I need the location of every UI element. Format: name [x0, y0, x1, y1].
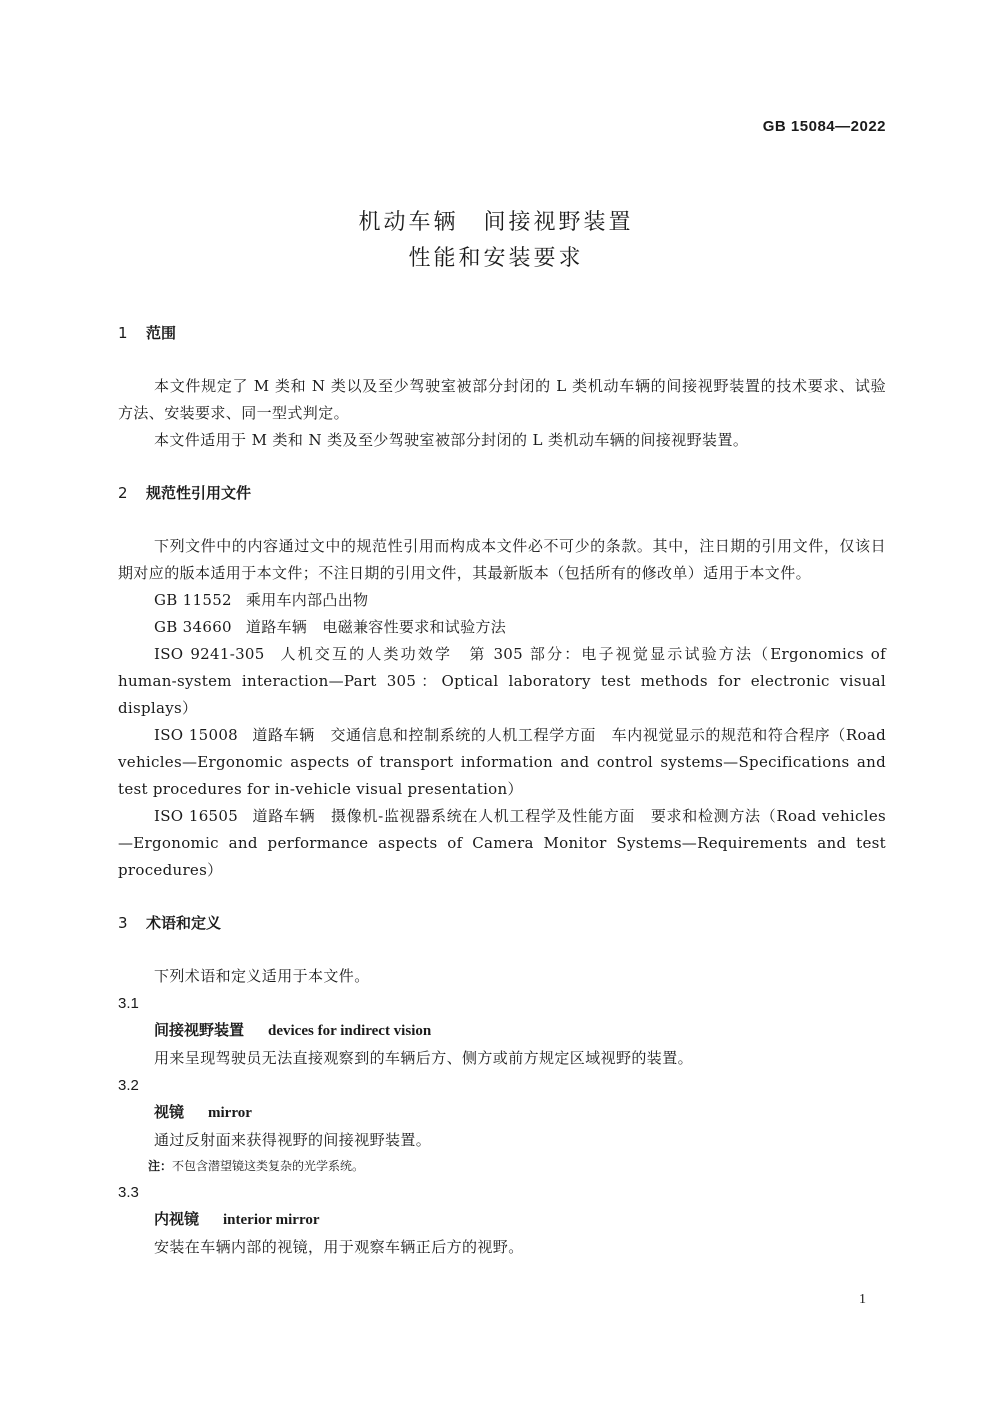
page-number: 1 [859, 1292, 866, 1307]
term-zh: 间接视野装置 [154, 1021, 245, 1039]
reference-text: 人机交互的人类功效学 第 305 部分：电子视觉显示试验方法（Ergonomics of human-system interaction—Part 305：Optical laboratory test methods for electronic visual displays） [118, 645, 886, 717]
reference-code: ISO 15008 [154, 726, 239, 744]
reference-code: ISO 16505 [154, 807, 239, 825]
paragraph: 本文件规定了 M 类和 N 类以及至少驾驶室被部分封闭的 L 类机动车辆的间接视野装置的技术要求、试验方法、安装要求、同一型式判定。 [118, 377, 886, 422]
section-heading-terms-definitions [118, 910, 886, 936]
section-title: 规范性引用文件 [146, 484, 252, 502]
term-title [118, 1206, 886, 1234]
paragraph: 本文件适用于 M 类和 N 类及至少驾驶室被部分封闭的 L 类机动车辆的间接视野装置。 [154, 431, 749, 449]
term-number: 3.1 [118, 995, 139, 1012]
section-title: 范围 [146, 324, 177, 342]
term-note [118, 1154, 886, 1179]
term-en: mirror [208, 1105, 252, 1121]
document-title-line2: 性能和安装要求 [408, 246, 584, 271]
reference-text: 道路车辆 交通信息和控制系统的人机工程学方面 车内视觉显示的规范和符合程序（Road vehicles—Ergonomic aspects of transport information and control systems—Specifications and test procedures for in-vehicle visual presentation） [118, 726, 886, 798]
term-definition: 安装在车辆内部的视镜，用于观察车辆正后方的视野。 [154, 1238, 524, 1256]
section-number: 2 [118, 484, 128, 502]
term-zh: 视镜 [154, 1103, 185, 1121]
paragraph: 下列文件中的内容通过文中的规范性引用而构成本文件必不可少的条款。其中，注日期的引用文件，仅该日期对应的版本适用于本文件；不注日期的引用文件，其最新版本（包括所有的修改单）适用于本文件。 [118, 537, 886, 582]
term-en: devices for indirect vision [268, 1023, 432, 1039]
document-title-line1: 机动车辆 间接视野装置 [358, 210, 634, 235]
section-number: 3 [118, 914, 128, 932]
section-title: 术语和定义 [146, 914, 222, 932]
reference-code: GB 34660 [154, 618, 232, 636]
reference-text: 乘用车内部凸出物 [245, 591, 369, 609]
reference-code: ISO 9241-305 [154, 645, 265, 663]
term-en: interior mirror [223, 1212, 320, 1228]
reference-item [118, 587, 886, 614]
standard-id: GB 15084—2022 [762, 118, 886, 135]
paragraph: 下列术语和定义适用于本文件。 [154, 967, 370, 985]
reference-code: GB 11552 [154, 591, 232, 609]
section-number: 1 [118, 324, 128, 342]
note-text: 不包含潜望镜这类复杂的光学系统。 [172, 1159, 365, 1173]
term-definition: 用来呈现驾驶员无法直接观察到的车辆后方、侧方或前方规定区域视野的装置。 [154, 1049, 694, 1067]
document-body [118, 320, 886, 1261]
reference-text: 道路车辆 电磁兼容性要求和试验方法 [245, 618, 506, 636]
section-heading-scope [118, 320, 886, 346]
reference-item [118, 641, 886, 722]
term-zh: 内视镜 [154, 1210, 200, 1228]
reference-item [118, 614, 886, 641]
reference-item [118, 803, 886, 884]
reference-item [118, 722, 886, 803]
term-number: 3.2 [118, 1077, 139, 1094]
term-number: 3.3 [118, 1184, 139, 1201]
term-title [118, 1017, 886, 1045]
term-definition: 通过反射面来获得视野的间接视野装置。 [154, 1131, 432, 1149]
section-heading-normative-references [118, 480, 886, 506]
note-label: 注： [148, 1159, 173, 1173]
reference-text: 道路车辆 摄像机-监视器系统在人机工程学及性能方面 要求和检测方法（Road vehicles—Ergonomic and performance aspects of Camera Monitor Systems—Requirements and test procedures） [118, 807, 886, 879]
term-title [118, 1099, 886, 1127]
